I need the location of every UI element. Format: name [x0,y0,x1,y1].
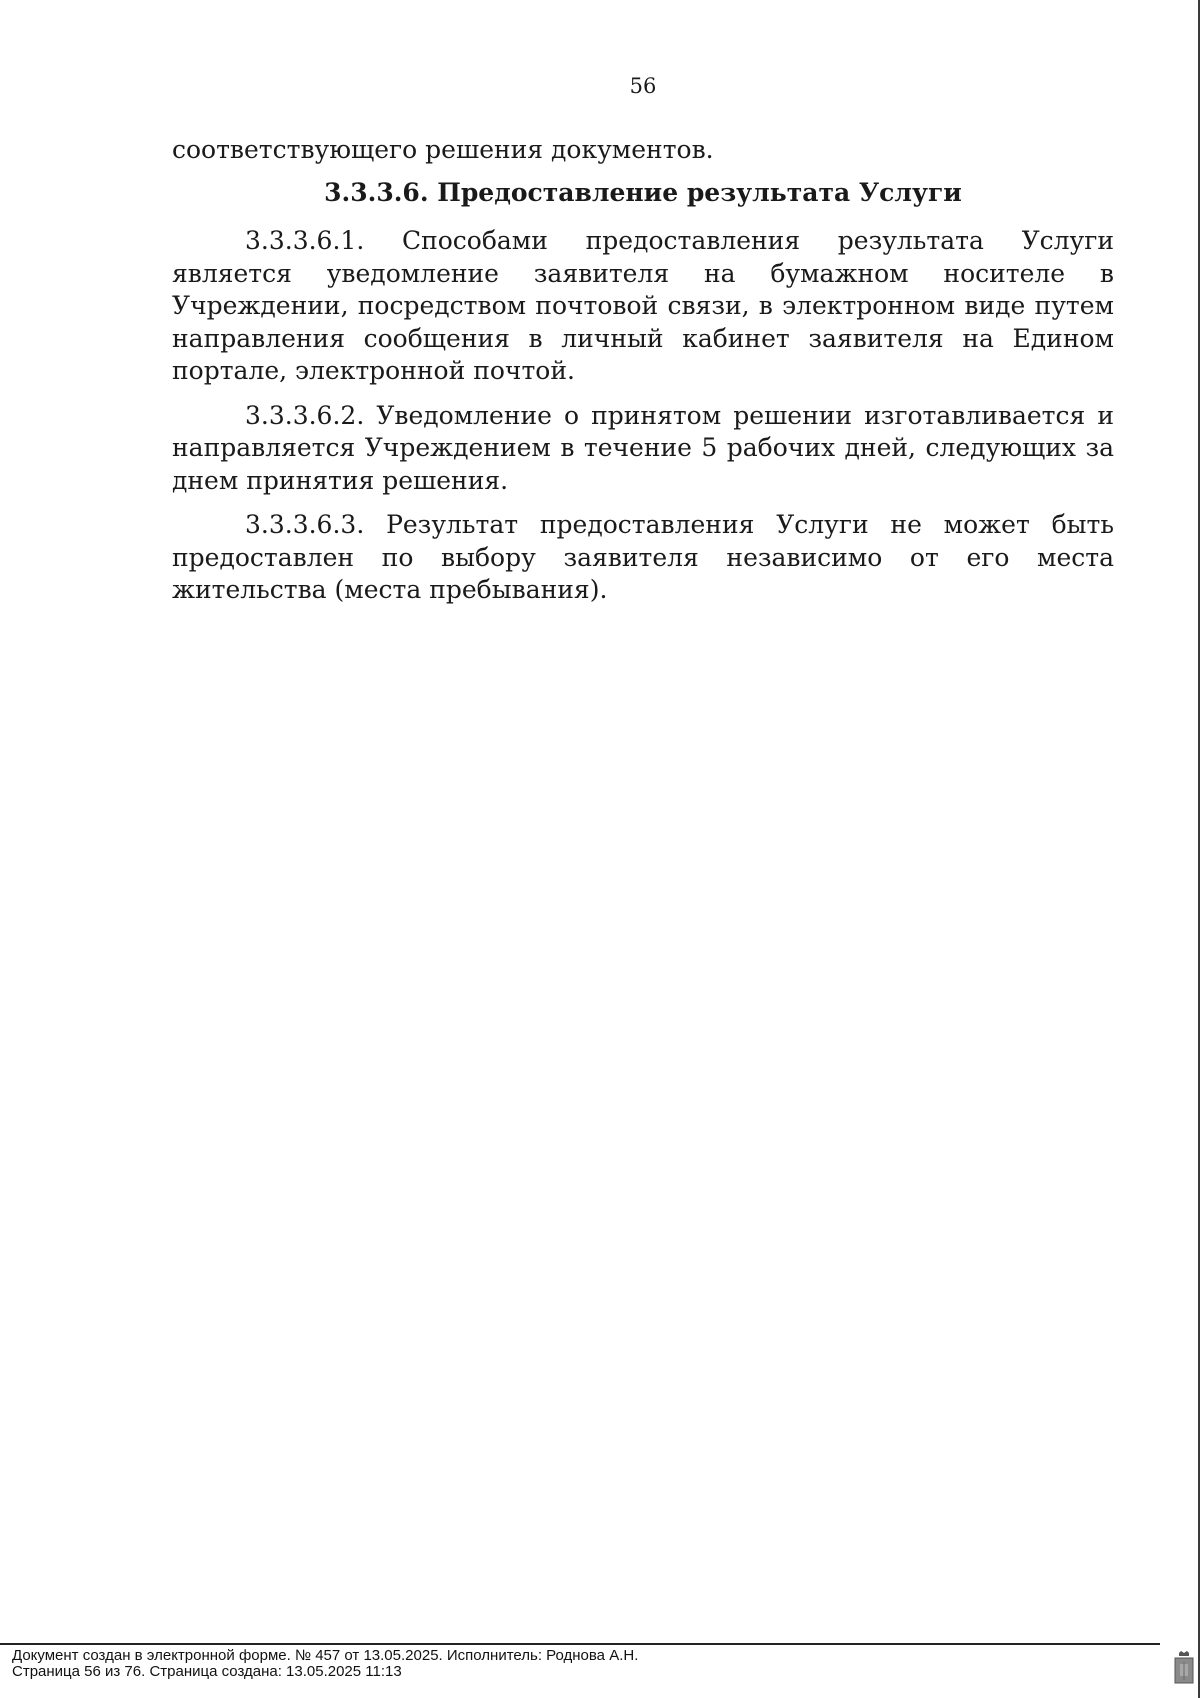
lead-text: соответствующего решения документов. [172,135,714,164]
document-body [172,134,1114,619]
paragraph-3-3-3-6-1: 3.3.3.6.1. Способами предоставления результата Услуги является уведомление заявителя на бумажном носителе в Учреждении, посредством почтовой связи, в электронном виде путем направления сообщения в личный кабинет заявителя на Едином портале, электронной почтой. [172,226,1114,385]
page-number: 56 [629,74,657,98]
paragraph-3-3-3-6-3: 3.3.3.6.3. Результат предоставления Услуги не может быть предоставлен по выбору заявителя независимо от его места жительства (места пребывания). [172,510,1114,604]
footer-line-1: Документ создан в электронной форме. № 457 от 13.05.2025. Исполнитель: Роднова А.Н. [12,1647,639,1664]
coat-of-arms-icon [1173,1650,1195,1685]
paragraph-3-3-3-6-2: 3.3.3.6.2. Уведомление о принятом решении изготавливается и направляется Учреждением в течение 5 рабочих дней, следующих за днем принятия решения. [172,400,1114,495]
section-heading: 3.3.3.6. Предоставление результата Услуги [324,177,962,207]
footer-divider [0,1643,1160,1645]
document-footer [12,1648,638,1679]
footer-line-2: Страница 56 из 76. Страница создана: 13.05.2025 11:13 [12,1662,402,1680]
